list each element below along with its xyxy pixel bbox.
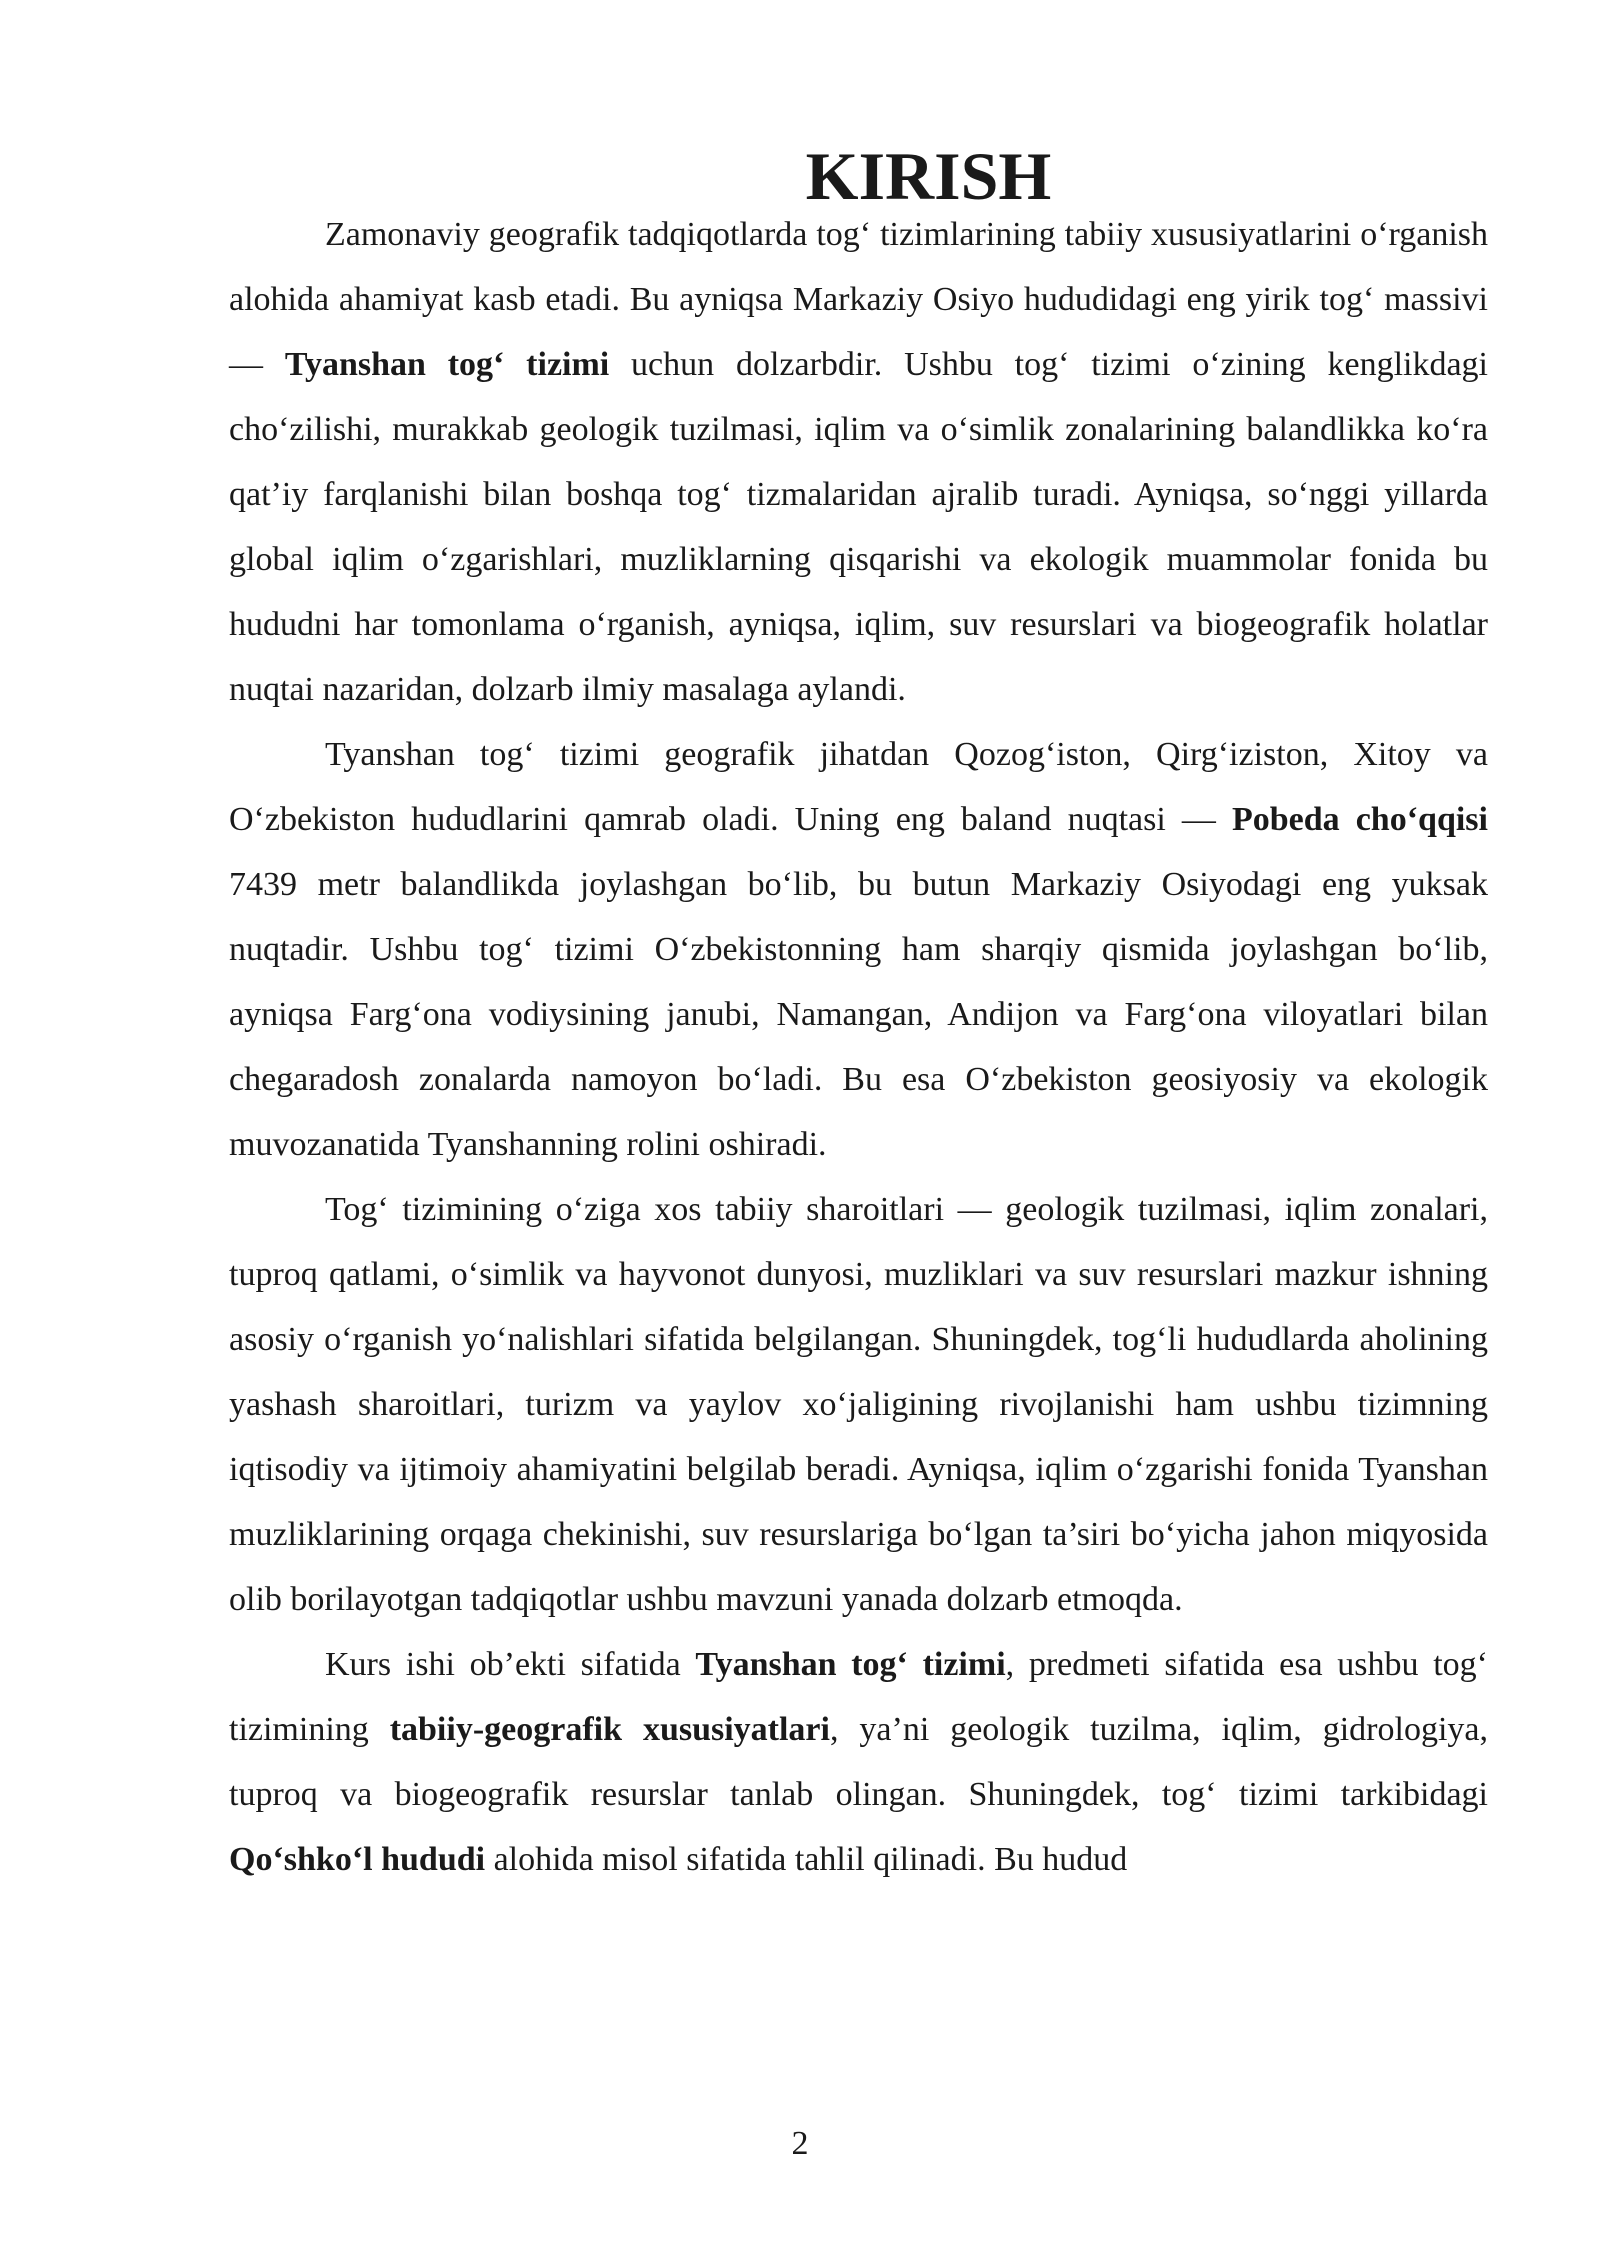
text-run: alohida misol sifatida tahlil qilinadi. Bu hudud [485,1841,1128,1878]
page-number: 2 [791,2125,809,2162]
body-text [229,202,1488,1892]
text-run: , ya’ni geologik tuzilma, iqlim, gidrologiya, tuproq va biogeografik resurslar tanlab olingan. Shuningdek, tog‘ tizimi tarkibidagi [229,1711,1488,1813]
bold-term: Tyanshan tog‘ tizimi [284,346,610,383]
bold-term: Tyanshan tog‘ tizimi [695,1646,1006,1683]
text-run: Tog‘ tizimining o‘ziga xos tabiiy sharoitlari — geologik tuzilmasi, iqlim zonalari, tuproq qatlami, o‘simlik va hayvonot dunyosi, muzliklari va suv resurslari mazkur ishning asosiy o‘rganish yo‘nalishlari sifatida belgilangan. Shuningdek, tog‘li hududlarda aholining yashash sharoitlari, turizm va yaylov xo‘jaligining rivojlanishi ham ushbu tizimning iqtisodiy va ijtimoiy ahamiyatini belgilab beradi. Ayniqsa, iqlim o‘zgarishi fonida Tyanshan muzliklarining orqaga chekinishi, suv resurslariga bo‘lgan ta’siri bo‘yicha jahon miqyosida olib borilayotgan tadqiqotlar ushbu mavzuni yanada dolzarb etmoqda. [229,1191,1488,1618]
paragraph [229,1632,1488,1892]
page-content [229,138,1488,1892]
text-run: Kurs ishi ob’ekti sifatida [325,1646,696,1683]
bold-term: Pobeda cho‘qqisi [1231,801,1488,838]
bold-term: tabiiy-geografik xususiyatlari [389,1711,830,1748]
text-run: uchun dolzarbdir. Ushbu tog‘ tizimi o‘zining kenglikdagi cho‘zilishi, murakkab geologik tuzilmasi, iqlim va o‘simlik zonalarining balandlikka ko‘ra qat’iy farqlanishi bilan boshqa tog‘ tizmalaridan ajralib turadi. Ayniqsa, so‘nggi yillarda global iqlim o‘zgarishlari, muzliklarning qisqarishi va ekologik muammolar fonida bu hududni har tomonlama o‘rganish, ayniqsa, iqlim, suv resurslari va biogeografik holatlar nuqtai nazaridan, dolzarb ilmiy masalaga aylandi. [229,346,1488,708]
paragraph [229,722,1488,1177]
text-run: Zamonaviy geografik tadqiqotlarda tog‘ tizimlarining tabiiy xususiyatlarini o‘rganish alohida ahamiyat kasb etadi. Bu ayniqsa Markaziy Osiyo hududidagi eng yirik tog‘ massivi — [229,216,1488,383]
text-run: 7439 metr balandlikda joylashgan bo‘lib, bu butun Markaziy Osiyodagi eng yuksak nuqtadir. Ushbu tog‘ tizimi O‘zbekistonning ham sharqiy qismida joylashgan bo‘lib, ayniqsa Farg‘ona vodiysining janubi, Namangan, Andijon va Farg‘ona viloyatlari bilan chegaradosh zonalarda namoyon bo‘ladi. Bu esa O‘zbekiston geosiyosiy va ekologik muvozanatida Tyanshanning rolini oshiradi. [229,866,1488,1163]
text-run: , predmeti sifatida esa ushbu tog‘ tizimining [229,1646,1488,1748]
bold-term: Qo‘shko‘l hududi [229,1841,486,1878]
text-run: Tyanshan tog‘ tizimi geografik jihatdan Qozog‘iston, Qirg‘iziston, Xitoy va O‘zbekiston hududlarini qamrab oladi. Uning eng baland nuqtasi — [229,736,1488,838]
paragraph [229,202,1488,722]
section-heading: KIRISH [805,138,1052,214]
paragraph [229,1177,1488,1632]
